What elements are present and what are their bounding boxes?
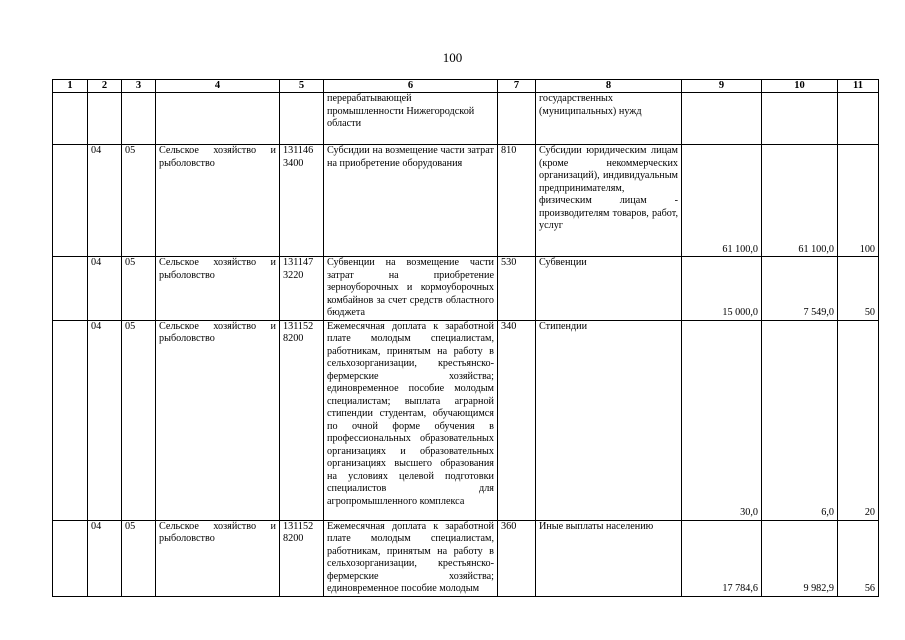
cell-executed: 6,0 (762, 320, 838, 520)
cell-expense-type-code: 360 (498, 520, 536, 596)
cell-description: Ежемесячная доплата к заработной плате молодым специалистам, работникам, принятым на работу в сельхозорганизации, крестьянско-фермерские хозяйства; единовременное пособие молодым специалистам; выплата аграрной стипендии студентам, обучающимся по очной форме обучения в профессиональных образовательных организациях и образовательных организациях высшего образования на условиях целевой подготовки специалистов для агропромышленного комплекса (324, 320, 498, 520)
cell-name: Сельское хозяйство и рыболовство (156, 520, 280, 596)
col-header-5: 5 (280, 80, 324, 93)
cell-name (156, 93, 280, 145)
cell-percent (838, 93, 879, 145)
table-row (53, 93, 879, 145)
page-number: 100 (442, 50, 463, 65)
cell-subsection (122, 93, 156, 145)
cell-col1 (53, 145, 88, 257)
cell-executed: 9 982,9 (762, 520, 838, 596)
col-header-10: 10 (762, 80, 838, 93)
cell-subsection: 05 (122, 320, 156, 520)
col-header-6: 6 (324, 80, 498, 93)
col-header-3: 3 (122, 80, 156, 93)
cell-section: 04 (88, 320, 122, 520)
cell-planned: 15 000,0 (682, 257, 762, 321)
cell-section (88, 93, 122, 145)
cell-expense-type-code (498, 93, 536, 145)
cell-section: 04 (88, 145, 122, 257)
cell-expense-type-code: 810 (498, 145, 536, 257)
budget-table (52, 79, 879, 597)
cell-expense-type: Субсидии юридическим лицам (кроме некоммерческих организаций), индивидуальным предпринимателям, физическим лицам - производителям товаров, работ, услуг (536, 145, 682, 257)
cell-section: 04 (88, 520, 122, 596)
cell-expense-type-code: 340 (498, 320, 536, 520)
col-header-2: 2 (88, 80, 122, 93)
cell-target-article (280, 93, 324, 145)
cell-percent: 20 (838, 320, 879, 520)
cell-col1 (53, 93, 88, 145)
cell-expense-type: Стипендии (536, 320, 682, 520)
cell-col1 (53, 320, 88, 520)
cell-subsection: 05 (122, 257, 156, 321)
col-header-4: 4 (156, 80, 280, 93)
col-header-7: 7 (498, 80, 536, 93)
cell-executed: 7 549,0 (762, 257, 838, 321)
table-row (53, 257, 879, 321)
cell-planned: 17 784,6 (682, 520, 762, 596)
cell-planned (682, 93, 762, 145)
table-row (53, 145, 879, 257)
col-header-1: 1 (53, 80, 88, 93)
cell-expense-type-code: 530 (498, 257, 536, 321)
cell-percent: 100 (838, 145, 879, 257)
cell-subsection: 05 (122, 520, 156, 596)
cell-executed: 61 100,0 (762, 145, 838, 257)
col-header-9: 9 (682, 80, 762, 93)
cell-description: перерабатывающей промышленности Нижегородской области (324, 93, 498, 145)
cell-target-article: 131147 3220 (280, 257, 324, 321)
cell-col1 (53, 520, 88, 596)
cell-name: Сельское хозяйство и рыболовство (156, 145, 280, 257)
cell-subsection: 05 (122, 145, 156, 257)
cell-col1 (53, 257, 88, 321)
table-row (53, 320, 879, 520)
cell-name: Сельское хозяйство и рыболовство (156, 320, 280, 520)
cell-name: Сельское хозяйство и рыболовство (156, 257, 280, 321)
cell-description: Ежемесячная доплата к заработной плате молодым специалистам, работникам, принятым на работу в сельхозорганизации, крестьянско-фермерские хозяйства; единовременное пособие молодым (324, 520, 498, 596)
cell-description: Субвенции на возмещение части затрат на приобретение зерноуборочных и кормоуборочных комбайнов за счет средств областного бюджета (324, 257, 498, 321)
cell-expense-type: Иные выплаты населению (536, 520, 682, 596)
cell-expense-type: государственных (муниципальных) нужд (536, 93, 682, 145)
cell-target-article: 131152 8200 (280, 320, 324, 520)
cell-expense-type: Субвенции (536, 257, 682, 321)
cell-executed (762, 93, 838, 145)
table-row (53, 520, 879, 596)
cell-percent: 50 (838, 257, 879, 321)
col-header-8: 8 (536, 80, 682, 93)
cell-planned: 30,0 (682, 320, 762, 520)
cell-target-article: 131146 3400 (280, 145, 324, 257)
table-header-row (53, 80, 879, 93)
cell-planned: 61 100,0 (682, 145, 762, 257)
cell-description: Субсидии на возмещение части затрат на приобретение оборудования (324, 145, 498, 257)
cell-percent: 56 (838, 520, 879, 596)
col-header-11: 11 (838, 80, 879, 93)
cell-target-article: 131152 8200 (280, 520, 324, 596)
cell-section: 04 (88, 257, 122, 321)
